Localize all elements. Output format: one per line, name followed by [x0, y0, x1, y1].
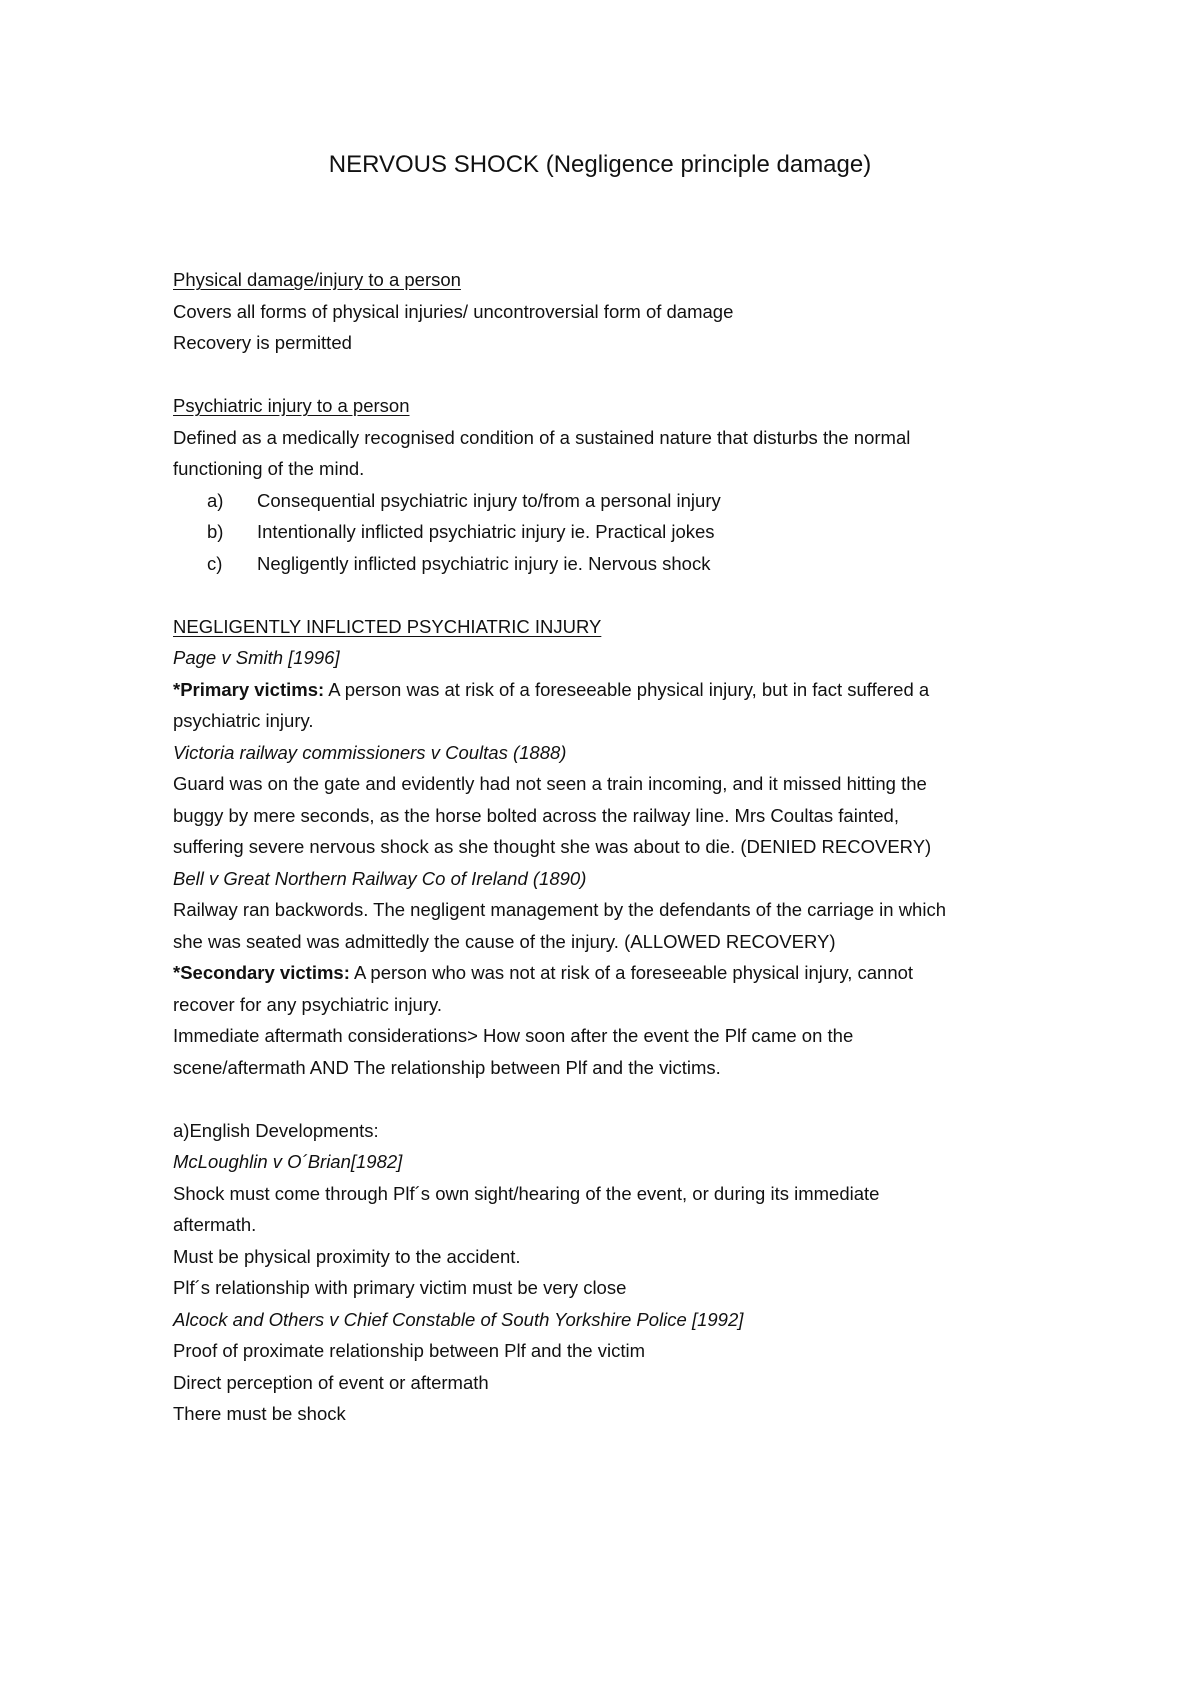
list-marker: b) — [207, 521, 224, 542]
body-line: suffering severe nervous shock as she thought she was about to die. (DENIED RECOVERY) — [173, 836, 932, 857]
body-line: Direct perception of event or aftermath — [173, 1371, 489, 1393]
list-item — [173, 485, 1053, 517]
spacer — [173, 359, 1053, 391]
section-heading-english-developments: a)English Developments: — [173, 1119, 379, 1141]
case-name: Victoria railway commissioners v Coultas (1888) — [173, 741, 567, 763]
list-item — [173, 548, 1053, 580]
list-marker: c) — [207, 552, 223, 574]
body-line: Must be physical proximity to the accident. — [173, 1245, 521, 1267]
case-name: McLoughlin v O´Brian[1982] — [173, 1151, 403, 1172]
body-line: she was seated was admittedly the cause of the injury. (ALLOWED RECOVERY) — [173, 930, 836, 952]
secondary-victims-text: A person who was not at risk of a foreseeable physical injury, cannot — [349, 962, 914, 983]
case-name: Alcock and Others v Chief Constable of South Yorkshire Police [1992] — [173, 1308, 744, 1330]
document-body — [173, 264, 1053, 1430]
primary-victims-line — [173, 674, 1053, 706]
body-line: recover for any psychiatric injury. — [173, 993, 443, 1015]
body-line: functioning of the mind. — [173, 458, 365, 479]
body-line: aftermath. — [173, 1214, 257, 1235]
list-text: Negligently inflicted psychiatric injury ie. Nervous shock — [257, 552, 711, 574]
case-name: Bell v Great Northern Railway Co of Ireland (1890) — [173, 867, 587, 889]
spacer — [173, 1083, 1053, 1115]
case-name: Page v Smith [1996] — [173, 647, 340, 668]
section-heading-physical-damage: Physical damage/injury to a person — [173, 269, 461, 290]
body-line: Shock must come through Plf´s own sight/hearing of the event, or during its immediate — [173, 1182, 880, 1204]
secondary-victims-label: *Secondary victims: — [173, 962, 350, 983]
body-line: buggy by mere seconds, as the horse bolted across the railway line. Mrs Coultas fainted, — [173, 804, 899, 826]
list-text: Consequential psychiatric injury to/from a personal injury — [257, 489, 721, 511]
body-line: Plf´s relationship with primary victim must be very close — [173, 1277, 627, 1298]
body-line: Guard was on the gate and evidently had not seen a train incoming, and it missed hitting the — [173, 773, 927, 794]
body-line: Proof of proximate relationship between Plf and the victim — [173, 1340, 645, 1361]
body-line: Covers all forms of physical injuries/ uncontroversial form of damage — [173, 300, 734, 322]
list-item — [173, 516, 1053, 548]
list-marker: a) — [207, 489, 224, 511]
spacer — [173, 579, 1053, 611]
section-heading-psychiatric-injury: Psychiatric injury to a person — [173, 395, 410, 416]
list-text: Intentionally inflicted psychiatric injury ie. Practical jokes — [257, 521, 715, 542]
document-title: NERVOUS SHOCK (Negligence principle damage) — [328, 151, 872, 178]
body-line: Railway ran backwords. The negligent management by the defendants of the carriage in which — [173, 899, 946, 920]
body-line: psychiatric injury. — [173, 710, 314, 731]
body-line: Recovery is permitted — [173, 332, 352, 353]
primary-victims-label: *Primary victims: — [173, 678, 325, 700]
primary-victims-text: A person was at risk of a foreseeable physical injury, but in fact suffered a — [324, 678, 930, 700]
secondary-victims-line — [173, 957, 1053, 989]
body-line: scene/aftermath AND The relationship between Plf and the victims. — [173, 1056, 721, 1078]
body-line: Defined as a medically recognised condition of a sustained nature that disturbs the normal — [173, 426, 911, 448]
body-line: Immediate aftermath considerations> How soon after the event the Plf came on the — [173, 1025, 854, 1046]
body-line: There must be shock — [173, 1403, 346, 1424]
section-heading-negligently-inflicted: NEGLIGENTLY INFLICTED PSYCHIATRIC INJURY — [173, 615, 602, 637]
